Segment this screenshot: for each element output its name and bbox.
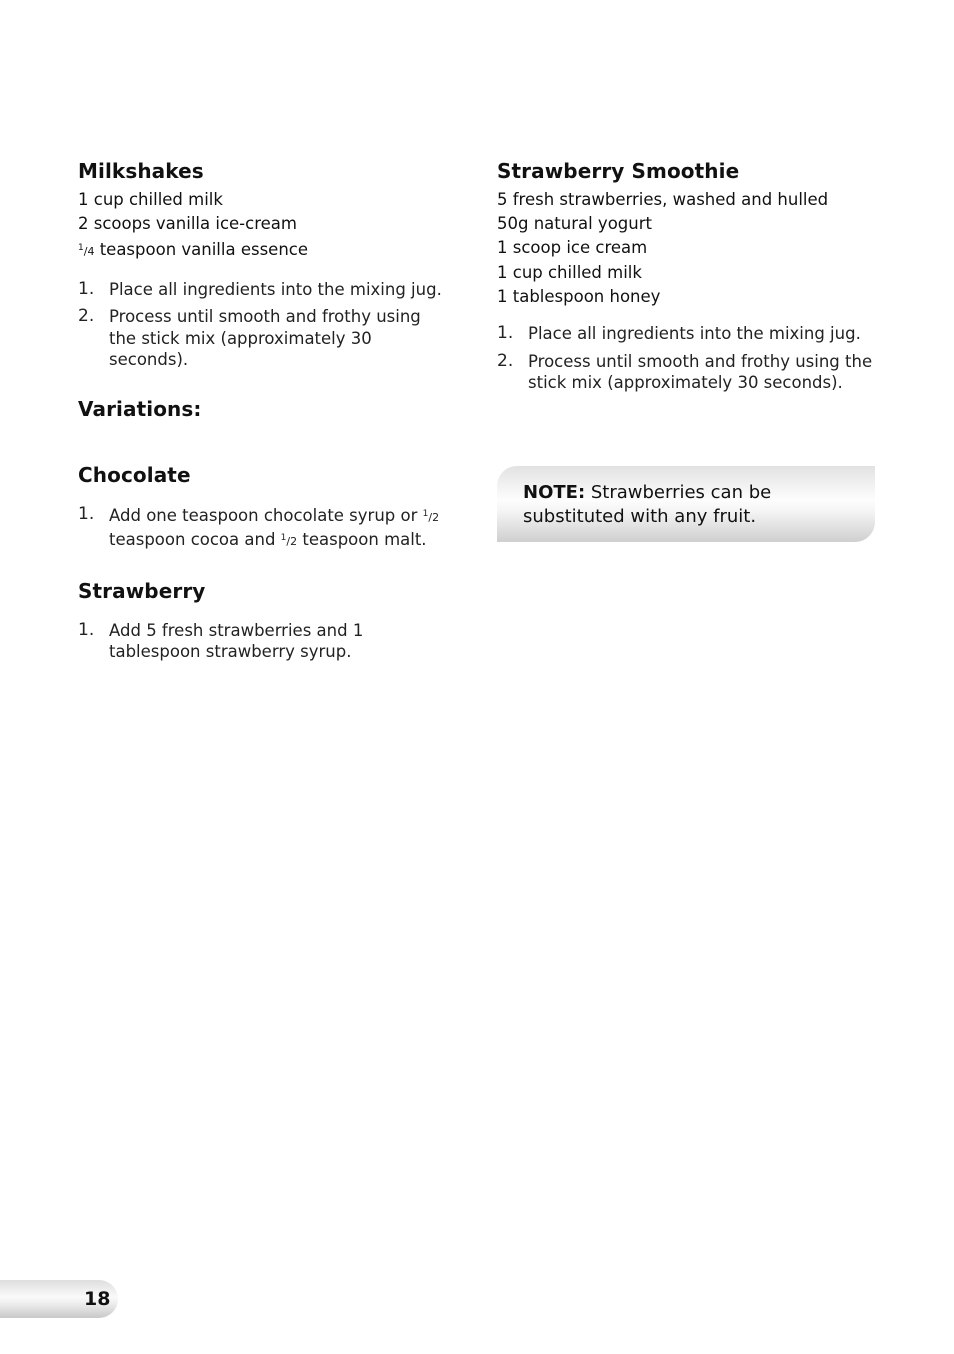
- step-number: 1.: [497, 323, 514, 344]
- step-text: Place all ingredients into the mixing jug.: [109, 279, 442, 299]
- right-column: [497, 158, 879, 400]
- step-text: Process until smooth and frothy using the stick mix (approximately 30 seconds).: [109, 307, 421, 370]
- step-item: [78, 279, 450, 301]
- strawberry-steps: [78, 620, 450, 663]
- step-number: 1.: [78, 503, 95, 524]
- strawberry-heading: Strawberry: [78, 578, 206, 603]
- step-item: [497, 323, 879, 345]
- step-text: Process until smooth and frothy using the stick mix (approximately 30 seconds).: [528, 351, 873, 393]
- ingredient-item: 1 cup chilled milk: [78, 190, 223, 209]
- ingredient-item: 1 scoop ice cream: [497, 238, 648, 258]
- step-number: 1.: [78, 278, 95, 299]
- fraction: $^1$/2: [280, 533, 298, 549]
- milkshakes-heading: Milkshakes: [78, 159, 204, 183]
- variations-section: [78, 396, 450, 422]
- left-column: [78, 158, 450, 669]
- ingredient-item: $^1$/4 teaspoon vanilla essence: [78, 240, 309, 260]
- milkshakes-ingredients: [78, 188, 450, 265]
- step-item: [78, 306, 450, 371]
- step-number: 2.: [497, 350, 514, 371]
- ingredient-item: 5 fresh strawberries, washed and hulled: [497, 190, 829, 209]
- note-text: Strawberries can be substituted with any fruit.: [523, 482, 772, 527]
- note-label: NOTE:: [523, 482, 586, 503]
- step-item: 1. Add one teaspoon chocolate syrup or $^1$/2 teaspoon cocoa and $^1$/2 teaspoon malt.: [78, 503, 440, 550]
- ingredient-item: 1 cup chilled milk: [497, 262, 642, 282]
- strawberry-section: [78, 578, 450, 663]
- variations-heading: Variations:: [78, 396, 202, 421]
- smoothie-section: [497, 158, 879, 394]
- smoothie-heading: Strawberry Smoothie: [497, 159, 740, 183]
- fraction: $^1$/4: [78, 243, 95, 259]
- step-text: Place all ingredients into the mixing jug.: [528, 324, 861, 344]
- milkshakes-steps: [78, 279, 450, 371]
- step-item: [497, 351, 879, 394]
- step-number: 1.: [78, 619, 95, 640]
- ingredient-item: 1 tablespoon honey: [497, 286, 661, 306]
- ingredient-item: 2 scoops vanilla ice-cream: [78, 214, 297, 234]
- step-item: [78, 620, 450, 663]
- chocolate-section: [78, 462, 450, 553]
- smoothie-steps: [497, 323, 879, 394]
- chocolate-steps: [78, 504, 450, 553]
- fraction: $^1$/2: [422, 508, 440, 524]
- milkshakes-section: [78, 158, 450, 371]
- chocolate-heading: Chocolate: [78, 462, 191, 487]
- ingredient-item: 50g natural yogurt: [497, 214, 652, 234]
- page-number: 18: [84, 1288, 111, 1310]
- step-text: Add 5 fresh strawberries and 1 tablespoon strawberry syrup.: [109, 620, 364, 662]
- note-box: [497, 466, 875, 542]
- smoothie-ingredients: [497, 188, 879, 309]
- step-number: 2.: [78, 306, 95, 327]
